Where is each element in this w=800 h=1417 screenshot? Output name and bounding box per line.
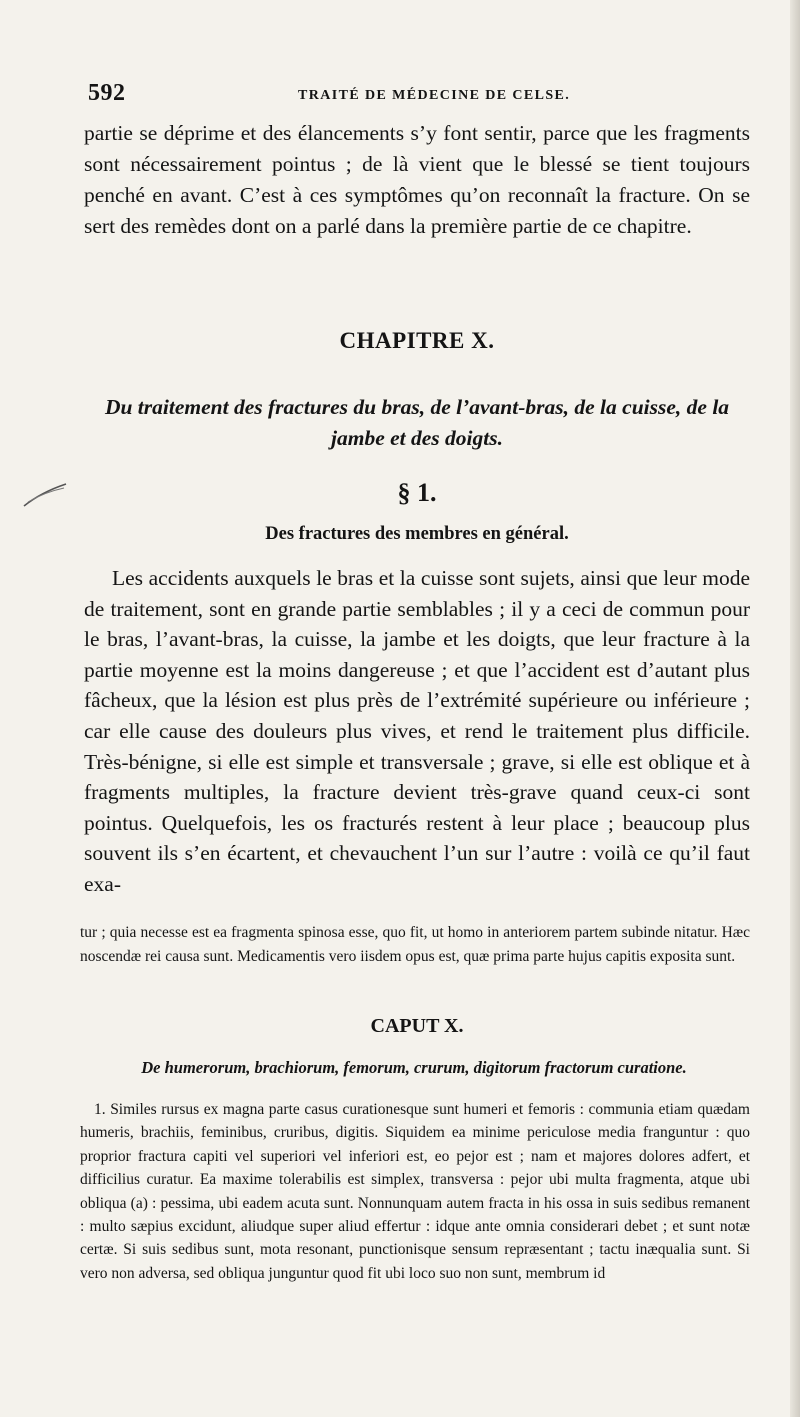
margin-pencil-mark	[20, 480, 70, 510]
french-continuation-paragraph: partie se déprime et des élancements s’y font sentir, parce que les fragments sont nécessairement pointus ; de là vient que le blessé se tient toujours penché en avant. C’est à ces symptômes qu’on reconnaît la fracture. On se sert des remèdes dont on a parlé dans la première partie de ce chapitre.	[84, 121, 750, 238]
chapter-subtitle: Du traitement des fractures du bras, de l’avant-bras, de la cuisse, de la jambe et des doigts.	[104, 395, 730, 450]
french-body-paragraph: Les accidents auxquels le bras et la cuisse sont sujets, ainsi que leur mode de traitement, sont en grande partie semblables ; il y a ceci de commun pour le bras, l’avant-bras, la cuisse, la jambe et les doigts, que leur fracture à la partie moyenne est la moins dangereuse ; et que l’accident est d’autant plus fâcheux, que la lésion est plus près de l’extrémité supérieure ou inférieure ; car elle cause des douleurs plus vives, et rend le traitement plus difficile. Très-bénigne, si elle est simple et transversale ; grave, si elle est oblique et à fragments multiples, la fracture devient très-grave quand ceux-ci sont pointus. Quelquefois, les os fracturés restent à leur place ; beaucoup plus souvent ils s’en écartent, et chevauchent l’un sur l’autre : voilà ce qu’il faut exa-	[84, 566, 750, 896]
latin-body-paragraph: 1. Similes rursus ex magna parte casus curationesque sunt humeri et femoris : communia etiam quædam humeris, brachiis, feminibus, cruribus, digitis. Siquidem ea minime periculose media franguntur : quo proprior fractura capiti vel superiori vel inferiori est, eo pejor est ; nam et majores dolores adfert, et difficilius curatur. Ea maxime tolerabilis est simplex, transversa : pejor ubi multa fragmenta, atque ubi obliqua (a) : pessima, ubi eadem acuta sunt. Nonnunquam autem fracta in his ossa in suis sedibus remanent : multo sæpius excidunt, aliudque super aliud effertur : idque ante omnia considerari debet ; et sunt notæ certæ. Si suis sedibus sunt, mota resonant, punctionisque sensum repræsentant ; tactu inæqualia sunt. Si vero non adversa, sed obliqua junguntur quod fit ubi loco suo non sunt, membrum id	[80, 1101, 750, 1282]
page-edge-shadow	[790, 0, 800, 1417]
page-number: 592	[88, 80, 126, 106]
running-title: TRAITÉ DE MÉDECINE DE CELSE.	[298, 88, 571, 103]
latin-chapter-subtitle: De humerorum, brachiorum, femorum, crurum, digitorum fractorum curatione.	[141, 1058, 687, 1077]
latin-continuation-paragraph: tur ; quia necesse est ea fragmenta spinosa esse, quo fit, ut homo in anteriorem partem subinde nitatur. Hæc noscendæ rei causa sunt. Medicamentis vero iisdem opus est, quæ prima parte hujus capitis exposita sunt.	[80, 924, 750, 965]
chapter-heading: CHAPITRE X.	[339, 328, 495, 353]
section-title: Des fractures des membres en général.	[265, 524, 569, 544]
running-head	[88, 80, 748, 106]
latin-chapter-heading: CAPUT X.	[370, 1015, 464, 1037]
section-mark: § 1.	[397, 478, 437, 507]
